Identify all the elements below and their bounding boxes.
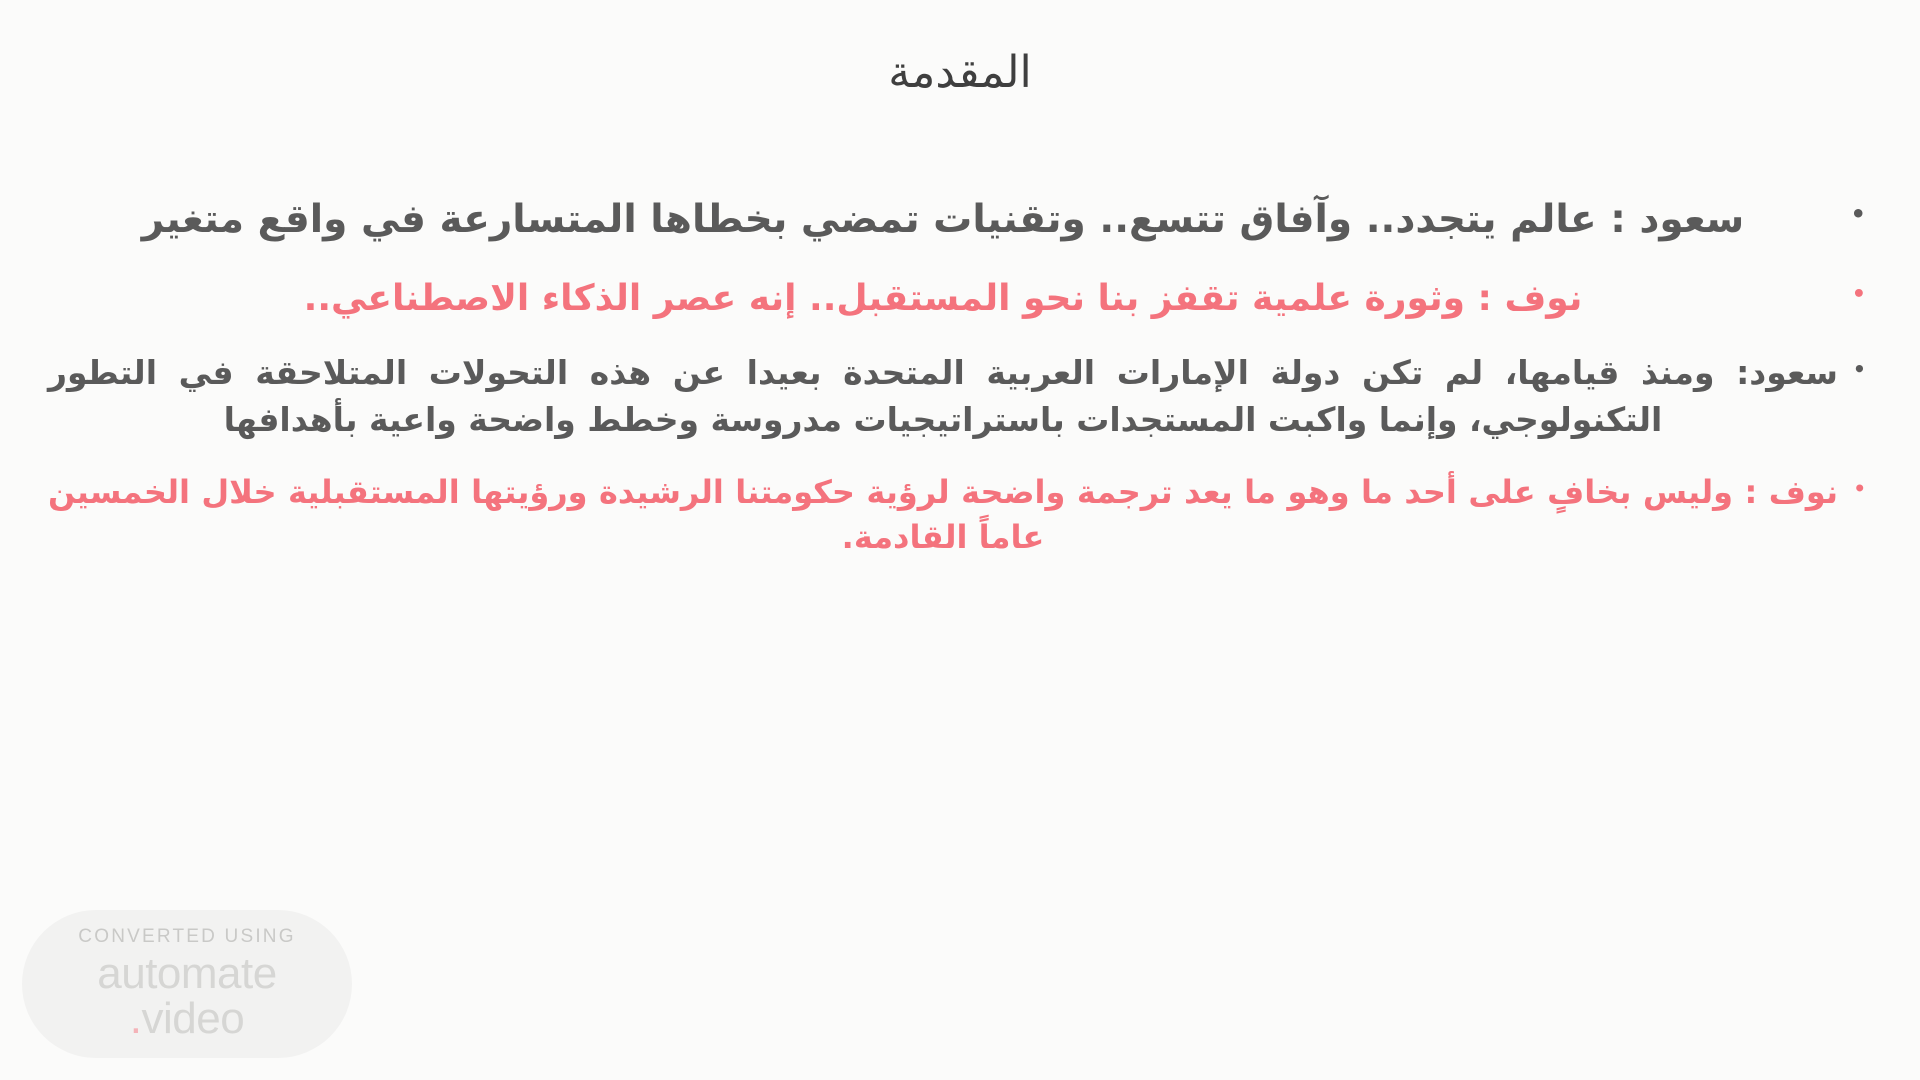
list-item: • سعود: ومنذ قيامها، لم تكن دولة الإمارات العربية المتحدة بعيدا عن هذه التحولات المتلاحقة في التطور التكنولوجي، وإنما واكبت المستجدات باستراتيجيات مدروسة وخطط واضحة واعية بأهدافها: [48, 350, 1872, 444]
list-item: • سعود : عالم يتجدد.. وآفاق تتسع.. وتقنيات تمضي بخطاها المتسارعة في واقع متغير: [48, 192, 1872, 247]
list-item: • نوف : وليس بخافٍ على أحد ما وهو ما يعد ترجمة واضحة لرؤية حكومتنا الرشيدة ورؤيتها المستقبلية خلال الخمسين عاماً القادمة.: [48, 470, 1872, 561]
watermark-dot: .: [129, 994, 142, 1043]
page-title: المقدمة: [888, 47, 1032, 99]
watermark-brand: automate: [97, 949, 277, 999]
watermark-suffix-text: video: [141, 994, 245, 1043]
watermark-badge: [22, 910, 352, 1058]
bullet-list: [48, 192, 1872, 561]
slide-body: [0, 130, 1920, 561]
list-item: • نوف : وثورة علمية تقفز بنا نحو المستقبل.. إنه عصر الذكاء الاصطناعي..: [48, 273, 1872, 324]
watermark-caption: CONVERTED USING: [78, 926, 296, 948]
watermark-brand-suffix: [129, 994, 245, 1043]
